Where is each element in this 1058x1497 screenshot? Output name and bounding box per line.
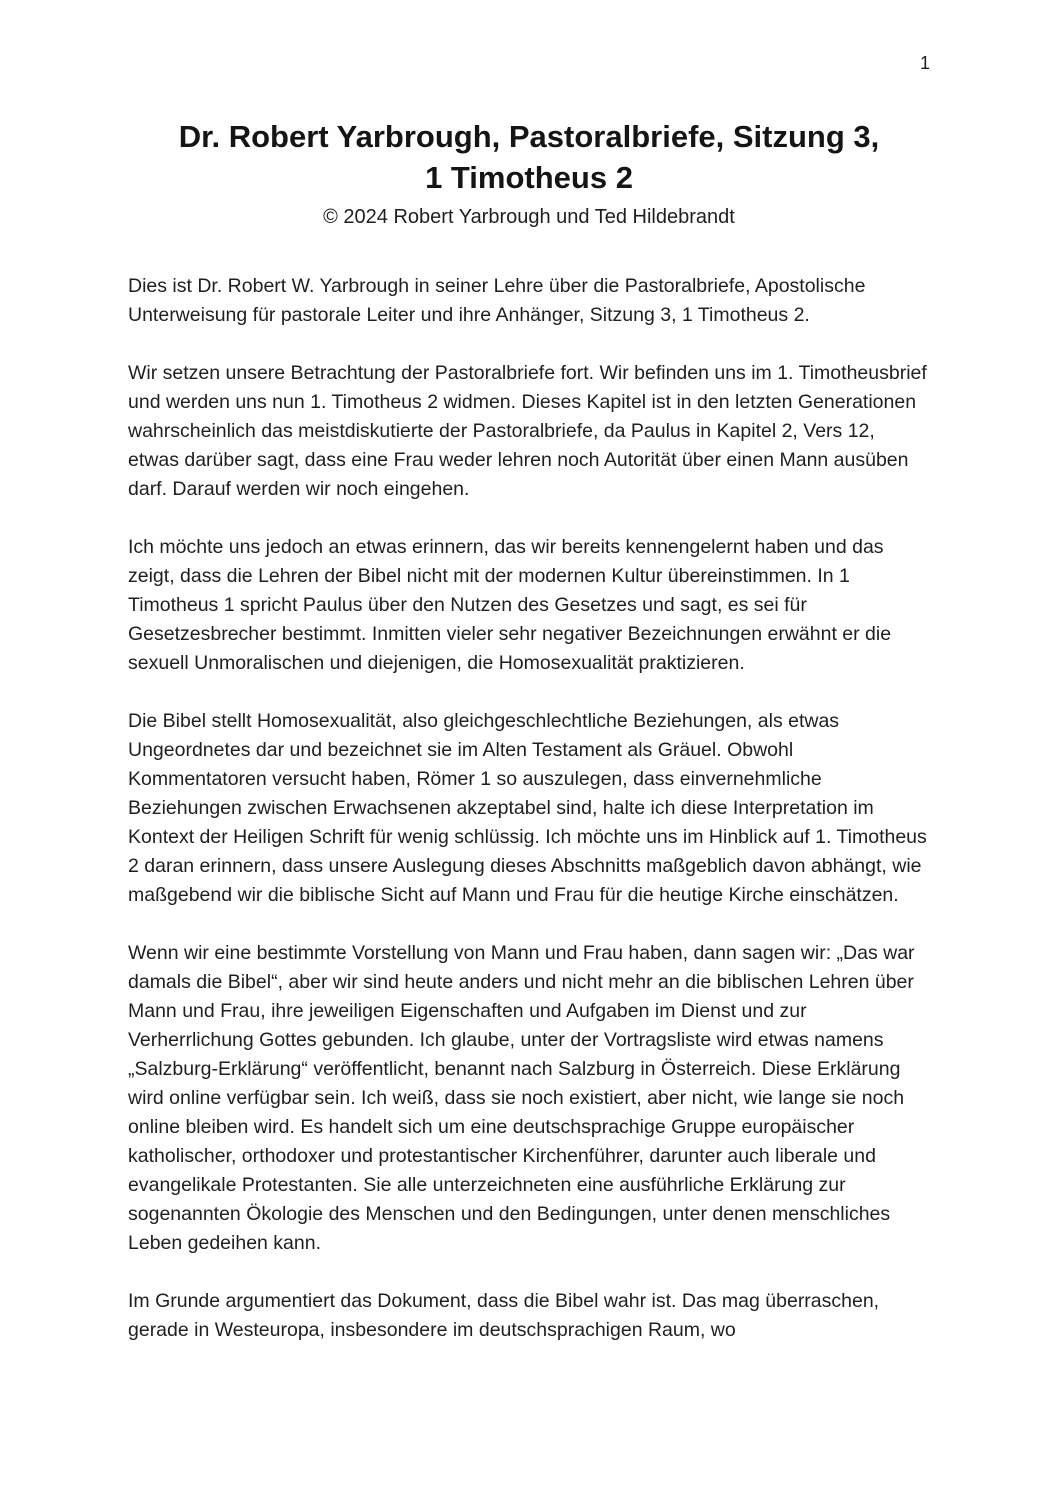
paragraph: Ich möchte uns jedoch an etwas erinnern, das wir bereits kennengelernt haben und das zeigt, dass die Lehren der Bibel nicht mit der modernen Kultur übereinstimmen. In 1 Timotheus 1 spricht Paulus über den Nutzen des Gesetzes und sagt, es sei für Gesetzesbrecher bestimmt. Inmitten vieler sehr negativer Bezeichnungen erwähnt er die sexuell Unmoralischen und diejenigen, die Homosexualität praktizieren. <box>128 536 892 674</box>
paragraph: Wir setzen unsere Betrachtung der Pastoralbriefe fort. Wir befinden uns im 1. Timotheusbrief und werden uns nun 1. Timotheus 2 widmen. Dieses Kapitel ist in den letzten Generationen wahrscheinlich das meistdiskutierte der Pastoralbriefe, da Paulus in Kapitel 2, Vers 12, etwas darüber sagt, dass eine Frau weder lehren noch Autorität über einen Mann ausüben darf. Darauf werden wir noch eingehen. <box>128 362 927 500</box>
paragraph: Die Bibel stellt Homosexualität, also gleichgeschlechtliche Beziehungen, als etwas Ungeordnetes dar und bezeichnet sie im Alten Testament als Gräuel. Obwohl Kommentatoren versucht haben, Römer 1 so auszulegen, dass einvernehmliche Beziehungen zwischen Erwachsenen akzeptabel sind, halte ich diese Interpretation im Kontext der Heiligen Schrift für wenig schlüssig. Ich möchte uns im Hinblick auf 1. Timotheus 2 daran erinnern, dass unsere Auslegung dieses Abschnitts maßgeblich davon abhängt, wie maßgebend wir die biblische Sicht auf Mann und Frau für die heutige Kirche einschätzen. <box>128 710 927 906</box>
paragraph: Wenn wir eine bestimmte Vorstellung von Mann und Frau haben, dann sagen wir: „Das war damals die Bibel“, aber wir sind heute anders und nicht mehr an die biblischen Lehren über Mann und Frau, ihre jeweiligen Eigenschaften und Aufgaben im Dienst und zur Verherrlichung Gottes gebunden. Ich glaube, unter der Vortragsliste wird etwas namens „Salzburg-Erklärung“ veröffentlicht, benannt nach Salzburg in Österreich. Diese Erklärung wird online verfügbar sein. Ich weiß, dass sie noch existiert, aber nicht, wie lange sie noch online bleiben wird. Es handelt sich um eine deutschsprachige Gruppe europäischer katholischer, orthodoxer und protestantischer Kirchenführer, darunter auch liberale und evangelikale Protestanten. Sie alle unterzeichneten eine ausführliche Erklärung zur sogenannten Ökologie des Menschen und den Bedingungen, unter denen menschliches Leben gedeihen kann. <box>128 942 915 1254</box>
document-title <box>128 116 930 198</box>
paragraph: Dies ist Dr. Robert W. Yarbrough in seiner Lehre über die Pastoralbriefe, Apostolische Unterweisung für pastorale Leiter und ihre Anhänger, Sitzung 3, 1 Timotheus 2. <box>128 275 866 326</box>
document-body <box>128 272 930 1345</box>
page-number: 1 <box>919 53 930 73</box>
paragraph: Im Grunde argumentiert das Dokument, dass die Bibel wahr ist. Das mag überraschen, gerade in Westeuropa, insbesondere im deutschsprachigen Raum, wo <box>128 1290 880 1341</box>
copyright-line: © 2024 Robert Yarbrough und Ted Hildebrandt <box>323 206 735 228</box>
document-title-line-2: 1 Timotheus 2 <box>425 160 633 195</box>
document-title-line-1: Dr. Robert Yarbrough, Pastoralbriefe, Sitzung 3, <box>178 119 880 154</box>
